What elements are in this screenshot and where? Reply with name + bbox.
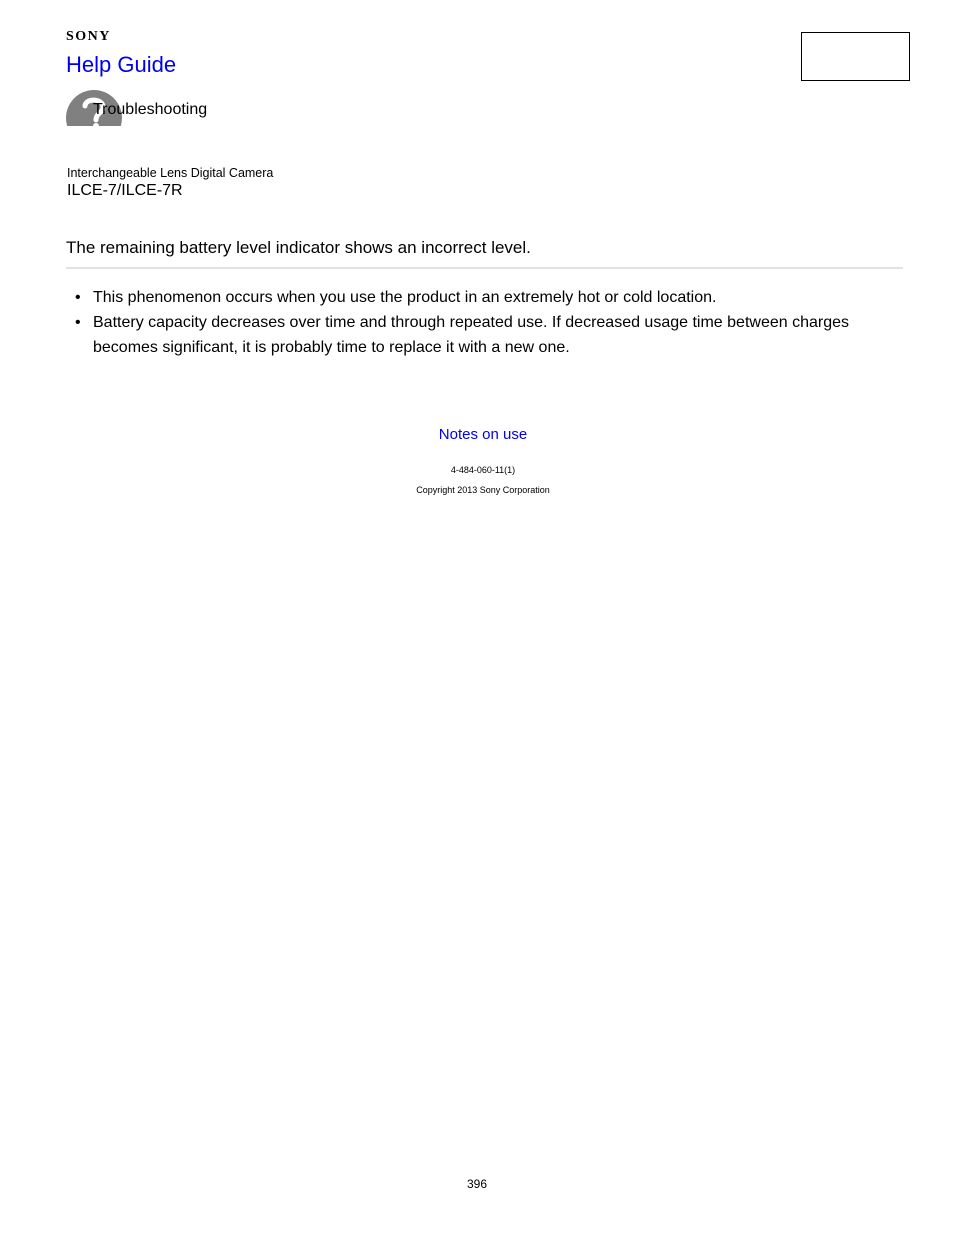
- model-name: ILCE-7/ILCE-7R: [67, 182, 183, 199]
- search-box[interactable]: [801, 32, 910, 81]
- bullet-icon: •: [75, 289, 81, 306]
- brand-logo: SONY: [66, 29, 111, 44]
- list-item-text: This phenomenon occurs when you use the product in an extremely hot or cold location.: [93, 289, 717, 306]
- bullet-icon: •: [75, 314, 81, 331]
- topic-title: The remaining battery level indicator shows an incorrect level.: [66, 238, 531, 257]
- list-item: [66, 311, 896, 360]
- title-divider: [66, 267, 903, 269]
- product-type: Interchangeable Lens Digital Camera: [67, 166, 274, 180]
- copyright-notice: Copyright 2013 Sony Corporation: [416, 485, 550, 495]
- notes-on-use-link[interactable]: Notes on use: [438, 426, 528, 443]
- page-number: 396: [466, 1177, 488, 1191]
- list-item: [66, 286, 896, 311]
- related-link-row: [0, 425, 954, 444]
- list-item-text: Battery capacity decreases over time and through repeated use. If decreased usage time between charges becomes significant, it is probably time to replace it with a new one.: [93, 314, 849, 356]
- document-code: 4-484-060-11(1): [450, 465, 516, 475]
- bullet-list: [66, 286, 896, 361]
- help-guide-link[interactable]: Help Guide: [66, 52, 177, 77]
- category-label[interactable]: Troubleshooting: [93, 101, 208, 118]
